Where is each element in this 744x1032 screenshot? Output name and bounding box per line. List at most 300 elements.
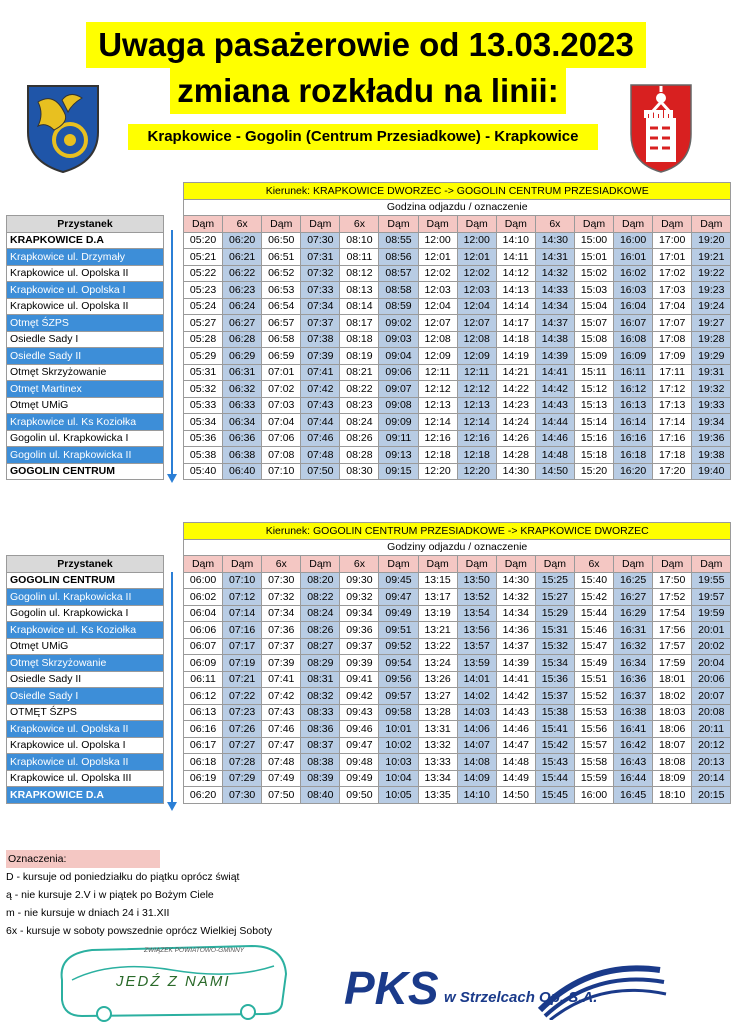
stop-name: Otmęt UMiG (7, 638, 164, 655)
departure-time: 13:22 (418, 638, 457, 655)
departure-time: 16:02 (614, 265, 653, 282)
departure-time: 12:11 (457, 364, 496, 381)
departure-time: 15:11 (574, 364, 613, 381)
departure-time: 18:06 (653, 721, 692, 738)
departure-time: 19:29 (692, 348, 731, 365)
departure-time: 16:09 (614, 348, 653, 365)
departure-time: 13:57 (457, 638, 496, 655)
departure-time: 17:07 (653, 315, 692, 332)
departure-time: 08:22 (340, 381, 379, 398)
stop-name: Krapkowice ul. Opolska II (7, 298, 164, 315)
table-row (7, 265, 731, 282)
departure-time: 17:56 (653, 622, 692, 639)
departure-time: 17:54 (653, 605, 692, 622)
departure-time: 14:21 (496, 364, 535, 381)
departure-time: 13:21 (418, 622, 457, 639)
departure-time: 08:29 (301, 655, 340, 672)
column-mark: Dąm (418, 216, 457, 233)
departure-time: 16:11 (614, 364, 653, 381)
departure-time: 12:01 (457, 249, 496, 266)
table-row (7, 364, 731, 381)
departure-time: 08:32 (301, 688, 340, 705)
departure-time: 15:53 (574, 704, 613, 721)
departure-time: 16:16 (614, 430, 653, 447)
column-mark: Dąm (496, 216, 535, 233)
departure-time: 05:40 (184, 463, 223, 480)
departure-time: 06:32 (223, 381, 262, 398)
departure-time: 14:07 (457, 737, 496, 754)
table-row (7, 770, 731, 787)
departure-time: 14:17 (496, 315, 535, 332)
departure-time: 15:09 (574, 348, 613, 365)
departure-time: 05:31 (184, 364, 223, 381)
departure-time: 07:41 (301, 364, 340, 381)
departure-time: 19:31 (692, 364, 731, 381)
departure-time: 14:14 (496, 298, 535, 315)
departure-time: 07:27 (223, 737, 262, 754)
stop-name: Otmęt Skrzyżowanie (7, 655, 164, 672)
departure-time: 09:47 (379, 589, 418, 606)
table-row (7, 754, 731, 771)
departure-time: 06:21 (223, 249, 262, 266)
departure-time: 20:12 (692, 737, 731, 754)
departure-time: 16:36 (614, 671, 653, 688)
departure-time: 16:29 (614, 605, 653, 622)
departure-time: 07:30 (301, 232, 340, 249)
departure-time: 07:34 (301, 298, 340, 315)
departure-time: 08:26 (340, 430, 379, 447)
departure-time: 08:27 (301, 638, 340, 655)
departure-time: 13:27 (418, 688, 457, 705)
departure-time: 13:52 (457, 589, 496, 606)
departure-time: 17:50 (653, 572, 692, 589)
column-mark: 6x (535, 216, 574, 233)
departure-time: 17:13 (653, 397, 692, 414)
departure-time: 17:57 (653, 638, 692, 655)
departure-time: 06:52 (262, 265, 301, 282)
departure-time: 08:12 (340, 265, 379, 282)
departure-time: 19:22 (692, 265, 731, 282)
departure-time: 06:51 (262, 249, 301, 266)
departure-time: 09:02 (379, 315, 418, 332)
departure-time: 05:27 (184, 315, 223, 332)
stop-name: Otmęt UMiG (7, 397, 164, 414)
departure-time: 20:04 (692, 655, 731, 672)
legend (6, 850, 272, 940)
departure-time: 14:33 (535, 282, 574, 299)
departure-time: 09:32 (340, 589, 379, 606)
stop-name: Gogolin ul. Krapkowicka II (7, 589, 164, 606)
departure-time: 07:36 (262, 622, 301, 639)
table-row (7, 348, 731, 365)
departure-time: 07:46 (262, 721, 301, 738)
departure-time: 17:08 (653, 331, 692, 348)
departure-time: 17:01 (653, 249, 692, 266)
departure-time: 08:18 (340, 331, 379, 348)
departure-time: 16:31 (614, 622, 653, 639)
departure-time: 19:59 (692, 605, 731, 622)
departure-time: 16:00 (614, 232, 653, 249)
departure-time: 15:14 (574, 414, 613, 431)
departure-time: 07:12 (223, 589, 262, 606)
arrow-head-icon (167, 474, 177, 483)
column-mark: Dąm (653, 556, 692, 573)
table-row (7, 688, 731, 705)
departure-time: 15:43 (535, 754, 574, 771)
departure-time: 08:37 (301, 737, 340, 754)
departure-time: 17:16 (653, 430, 692, 447)
departure-time: 09:07 (379, 381, 418, 398)
stop-name: Krapkowice ul. Opolska II (7, 265, 164, 282)
departure-time: 06:19 (184, 770, 223, 787)
departure-time: 13:59 (457, 655, 496, 672)
departure-time: 09:45 (379, 572, 418, 589)
pks-small-text: w Strzelcach Op. S.A. (444, 989, 598, 1006)
departure-time: 14:03 (457, 704, 496, 721)
departure-time: 09:47 (340, 737, 379, 754)
departure-time: 09:46 (340, 721, 379, 738)
departure-time: 13:17 (418, 589, 457, 606)
column-mark: Dąm (496, 556, 535, 573)
table-row (7, 671, 731, 688)
departure-time: 14:34 (535, 298, 574, 315)
departure-time: 08:23 (340, 397, 379, 414)
stop-name: Krapkowice ul. Ks Koziołka (7, 414, 164, 431)
departure-time: 08:36 (301, 721, 340, 738)
departure-time: 06:24 (223, 298, 262, 315)
departure-time: 15:44 (535, 770, 574, 787)
departure-time: 16:38 (614, 704, 653, 721)
departure-time: 14:46 (535, 430, 574, 447)
departure-time: 15:38 (535, 704, 574, 721)
departure-time: 17:20 (653, 463, 692, 480)
departure-time: 14:32 (535, 265, 574, 282)
departure-time: 13:50 (457, 572, 496, 589)
departure-time: 16:45 (614, 787, 653, 804)
table-row (7, 232, 731, 249)
departure-time: 08:11 (340, 249, 379, 266)
departure-time: 06:28 (223, 331, 262, 348)
departure-time: 14:08 (457, 754, 496, 771)
departure-time: 09:04 (379, 348, 418, 365)
timetable-to-krapkowice (6, 522, 731, 804)
departure-time: 18:03 (653, 704, 692, 721)
stop-name: Osiedle Sady II (7, 671, 164, 688)
table-row (7, 331, 731, 348)
departure-time: 16:01 (614, 249, 653, 266)
departure-time: 14:39 (496, 655, 535, 672)
departure-time: 15:51 (574, 671, 613, 688)
departure-time: 06:33 (223, 397, 262, 414)
table-row (7, 655, 731, 672)
departure-time: 18:09 (653, 770, 692, 787)
departure-time: 18:08 (653, 754, 692, 771)
departure-time: 05:29 (184, 348, 223, 365)
column-mark: Dąm (535, 556, 574, 573)
departure-time: 14:30 (496, 572, 535, 589)
departure-time: 13:56 (457, 622, 496, 639)
departure-time: 07:19 (223, 655, 262, 672)
timetable-to-gogolin (6, 182, 731, 480)
departure-time: 07:14 (223, 605, 262, 622)
table-row (7, 282, 731, 299)
departure-time: 15:42 (535, 737, 574, 754)
departure-time: 15:00 (574, 232, 613, 249)
direction-label: Kierunek: GOGOLIN CENTRUM PRZESIADKOWE -> KRAPKOWICE DWORZEC (184, 523, 731, 540)
departure-time: 12:03 (457, 282, 496, 299)
column-mark: 6x (262, 556, 301, 573)
departure-time: 13:35 (418, 787, 457, 804)
departure-time: 08:57 (379, 265, 418, 282)
departure-time: 14:41 (535, 364, 574, 381)
departure-time: 07:43 (262, 704, 301, 721)
departure-time: 09:06 (379, 364, 418, 381)
time-subheader: Godzina odjazdu / oznaczenie (184, 199, 731, 216)
departure-time: 06:29 (223, 348, 262, 365)
stop-name: KRAPKOWICE D.A (7, 787, 164, 804)
departure-time: 16:08 (614, 331, 653, 348)
departure-time: 12:14 (457, 414, 496, 431)
departure-time: 06:12 (184, 688, 223, 705)
departure-time: 05:38 (184, 447, 223, 464)
departure-time: 12:02 (457, 265, 496, 282)
departure-time: 15:59 (574, 770, 613, 787)
departure-time: 06:07 (184, 638, 223, 655)
departure-time: 16:42 (614, 737, 653, 754)
jedz-z-nami-logo (52, 940, 292, 1022)
table-row (7, 622, 731, 639)
departure-time: 09:48 (340, 754, 379, 771)
column-mark: 6x (223, 216, 262, 233)
departure-time: 15:12 (574, 381, 613, 398)
departure-time: 14:37 (496, 638, 535, 655)
departure-time: 15:07 (574, 315, 613, 332)
stop-name: Krapkowice ul. Drzymały (7, 249, 164, 266)
departure-time: 17:03 (653, 282, 692, 299)
departure-time: 05:20 (184, 232, 223, 249)
departure-time: 07:47 (262, 737, 301, 754)
departure-time: 06:27 (223, 315, 262, 332)
departure-time: 19:57 (692, 589, 731, 606)
departure-time: 12:08 (418, 331, 457, 348)
departure-time: 15:18 (574, 447, 613, 464)
departure-time: 15:08 (574, 331, 613, 348)
departure-time: 07:48 (262, 754, 301, 771)
departure-time: 14:49 (496, 770, 535, 787)
stop-column-header: Przystanek (7, 556, 164, 573)
departure-time: 12:00 (457, 232, 496, 249)
departure-time: 07:44 (301, 414, 340, 431)
departure-time: 06:00 (184, 572, 223, 589)
departure-time: 12:20 (457, 463, 496, 480)
departure-time: 05:23 (184, 282, 223, 299)
departure-time: 15:56 (574, 721, 613, 738)
departure-time: 08:33 (301, 704, 340, 721)
departure-time: 16:03 (614, 282, 653, 299)
departure-time: 08:40 (301, 787, 340, 804)
departure-time: 20:14 (692, 770, 731, 787)
departure-time: 06:04 (184, 605, 223, 622)
departure-time: 17:02 (653, 265, 692, 282)
departure-time: 09:15 (379, 463, 418, 480)
column-mark: Dąm (574, 216, 613, 233)
departure-time: 09:34 (340, 605, 379, 622)
departure-time: 08:28 (340, 447, 379, 464)
departure-time: 12:03 (418, 282, 457, 299)
departure-time: 06:54 (262, 298, 301, 315)
departure-time: 05:22 (184, 265, 223, 282)
departure-time: 07:39 (262, 655, 301, 672)
departure-time: 07:23 (223, 704, 262, 721)
departure-time: 07:33 (301, 282, 340, 299)
departure-time: 15:13 (574, 397, 613, 414)
departure-time: 08:30 (340, 463, 379, 480)
departure-time: 07:38 (301, 331, 340, 348)
table-row (7, 430, 731, 447)
departure-time: 14:38 (535, 331, 574, 348)
departure-time: 14:43 (496, 704, 535, 721)
table-row (7, 704, 731, 721)
gogolin-crest-icon (628, 82, 694, 174)
departure-time: 18:02 (653, 688, 692, 705)
departure-time: 10:03 (379, 754, 418, 771)
departure-time: 07:48 (301, 447, 340, 464)
departure-time: 07:03 (262, 397, 301, 414)
departure-time: 07:02 (262, 381, 301, 398)
departure-time: 12:04 (457, 298, 496, 315)
departure-time: 14:46 (496, 721, 535, 738)
legend-item: ą - nie kursuje 2.V i w piątek po Bożym Ciele (6, 889, 214, 901)
departure-time: 12:14 (418, 414, 457, 431)
departure-time: 06:59 (262, 348, 301, 365)
departure-time: 14:44 (535, 414, 574, 431)
departure-time: 12:09 (418, 348, 457, 365)
departure-time: 15:57 (574, 737, 613, 754)
arrow-head-icon (167, 802, 177, 811)
departure-time: 07:32 (301, 265, 340, 282)
column-mark: Dąm (614, 216, 653, 233)
departure-time: 06:31 (223, 364, 262, 381)
departure-time: 15:44 (574, 605, 613, 622)
departure-time: 19:27 (692, 315, 731, 332)
departure-time: 14:37 (535, 315, 574, 332)
departure-time: 14:30 (535, 232, 574, 249)
departure-time: 16:34 (614, 655, 653, 672)
departure-time: 13:19 (418, 605, 457, 622)
departure-time: 19:55 (692, 572, 731, 589)
departure-time: 07:10 (262, 463, 301, 480)
departure-time: 05:28 (184, 331, 223, 348)
column-mark: Dąm (262, 216, 301, 233)
stop-name: Gogolin ul. Krapkowicka I (7, 605, 164, 622)
departure-time: 19:28 (692, 331, 731, 348)
departure-time: 19:24 (692, 298, 731, 315)
departure-time: 16:13 (614, 397, 653, 414)
departure-time: 07:28 (223, 754, 262, 771)
departure-time: 09:09 (379, 414, 418, 431)
departure-time: 07:50 (262, 787, 301, 804)
departure-time: 16:00 (574, 787, 613, 804)
departure-time: 20:06 (692, 671, 731, 688)
departure-time: 09:08 (379, 397, 418, 414)
bus-logo-slogan: JEDŹ Z NAMI (116, 973, 231, 990)
stop-name: KRAPKOWICE D.A (7, 232, 164, 249)
departure-time: 20:13 (692, 754, 731, 771)
departure-time: 16:43 (614, 754, 653, 771)
departure-time: 05:21 (184, 249, 223, 266)
departure-time: 09:57 (379, 688, 418, 705)
departure-time: 07:41 (262, 671, 301, 688)
departure-time: 08:13 (340, 282, 379, 299)
departure-time: 09:42 (340, 688, 379, 705)
departure-time: 15:34 (535, 655, 574, 672)
departure-time: 14:22 (496, 381, 535, 398)
departure-time: 15:25 (535, 572, 574, 589)
column-mark: Dąm (301, 556, 340, 573)
departure-time: 10:05 (379, 787, 418, 804)
departure-time: 16:18 (614, 447, 653, 464)
departure-time: 12:07 (418, 315, 457, 332)
departure-time: 13:28 (418, 704, 457, 721)
stop-name: GOGOLIN CENTRUM (7, 572, 164, 589)
departure-time: 20:07 (692, 688, 731, 705)
departure-time: 07:32 (262, 589, 301, 606)
departure-time: 14:39 (535, 348, 574, 365)
table-row (7, 315, 731, 332)
column-mark: 6x (340, 216, 379, 233)
departure-time: 16:25 (614, 572, 653, 589)
departure-time: 20:15 (692, 787, 731, 804)
departure-time: 07:21 (223, 671, 262, 688)
departure-time: 15:49 (574, 655, 613, 672)
departure-time: 05:24 (184, 298, 223, 315)
column-mark: Dąm (184, 556, 223, 573)
departure-time: 14:34 (496, 605, 535, 622)
departure-time: 14:19 (496, 348, 535, 365)
stop-name: Krapkowice ul. Opolska I (7, 737, 164, 754)
departure-time: 14:30 (496, 463, 535, 480)
departure-time: 14:01 (457, 671, 496, 688)
departure-time: 05:34 (184, 414, 223, 431)
departure-time: 14:11 (496, 249, 535, 266)
column-mark: Dąm (457, 556, 496, 573)
departure-time: 20:11 (692, 721, 731, 738)
departure-time: 15:58 (574, 754, 613, 771)
departure-time: 12:18 (418, 447, 457, 464)
departure-time: 06:13 (184, 704, 223, 721)
departure-time: 06:57 (262, 315, 301, 332)
table-row (7, 589, 731, 606)
departure-time: 06:36 (223, 430, 262, 447)
departure-time: 09:52 (379, 638, 418, 655)
departure-time: 16:14 (614, 414, 653, 431)
departure-time: 12:07 (457, 315, 496, 332)
departure-time: 07:49 (262, 770, 301, 787)
departure-time: 09:51 (379, 622, 418, 639)
departure-time: 09:36 (340, 622, 379, 639)
departure-time: 15:40 (574, 572, 613, 589)
departure-time: 07:31 (301, 249, 340, 266)
stop-name: GOGOLIN CENTRUM (7, 463, 164, 480)
departure-time: 19:38 (692, 447, 731, 464)
departure-time: 19:21 (692, 249, 731, 266)
departure-time: 07:16 (223, 622, 262, 639)
stop-name: Krapkowice ul. Opolska I (7, 282, 164, 299)
departure-time: 14:06 (457, 721, 496, 738)
departure-time: 19:40 (692, 463, 731, 480)
departure-time: 16:12 (614, 381, 653, 398)
departure-time: 14:28 (496, 447, 535, 464)
